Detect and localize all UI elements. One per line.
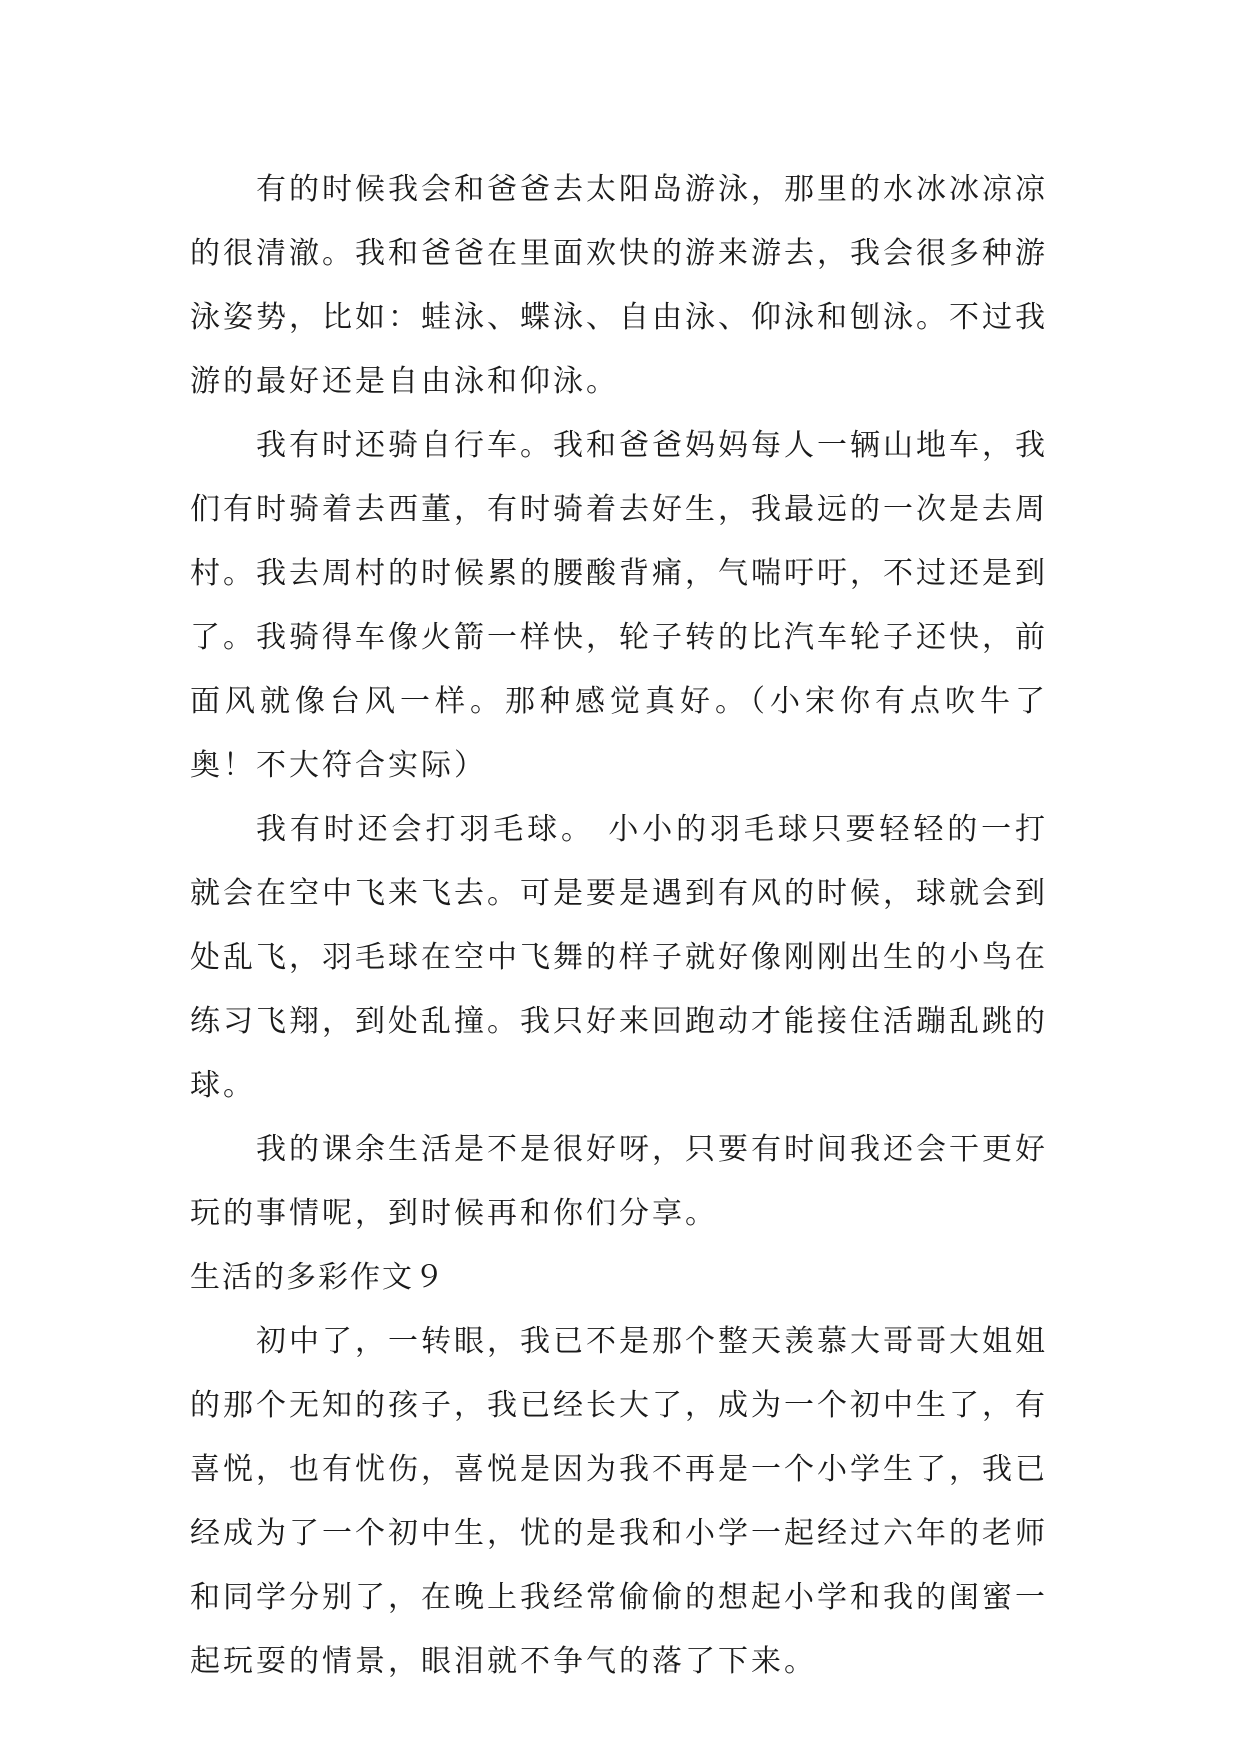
- document-body: [190, 158, 1048, 1694]
- essay-title: 生活的多彩作文９: [190, 1260, 446, 1295]
- paragraph-junior-high: 初中了，一转眼，我已不是那个整天羡慕大哥哥大姐姐的那个无知的孩子，我已经长大了，成为一个初中生了，有喜悦，也有忧伤，喜悦是因为我不再是一个小学生了，我已经成为了一个初中生，忧的是我和小学一起经过六年的老师和同学分别了，在晚上我经常偷偷的想起小学和我的闺蜜一起玩耍的情景，眼泪就不争气的落了下来。: [190, 1324, 1048, 1679]
- paragraph-badminton: 我有时还会打羽毛球。 小小的羽毛球只要轻轻的一打就会在空中飞来飞去。可是要是遇到有风的时候，球就会到处乱飞，羽毛球在空中飞舞的样子就好像刚刚出生的小鸟在练习飞翔，到处乱撞。我只好来回跑动才能接住活蹦乱跳的球。: [190, 812, 1048, 1103]
- paragraph-swimming: 有的时候我会和爸爸去太阳岛游泳，那里的水冰冰凉凉的很清澈。我和爸爸在里面欢快的游来游去，我会很多种游泳姿势，比如：蛙泳、蝶泳、自由泳、仰泳和刨泳。不过我游的最好还是自由泳和仰泳。: [190, 172, 1048, 399]
- paragraph-conclusion: 我的课余生活是不是很好呀，只要有时间我还会干更好玩的事情呢，到时候再和你们分享。: [190, 1132, 1048, 1231]
- paragraph-cycling: 我有时还骑自行车。我和爸爸妈妈每人一辆山地车，我们有时骑着去西董，有时骑着去好生，我最远的一次是去周村。我去周村的时候累的腰酸背痛，气喘吁吁，不过还是到了。我骑得车像火箭一样快，轮子转的比汽车轮子还快，前面风就像台风一样。那种感觉真好。（小宋你有点吹牛了奥！不大符合实际）: [190, 428, 1048, 783]
